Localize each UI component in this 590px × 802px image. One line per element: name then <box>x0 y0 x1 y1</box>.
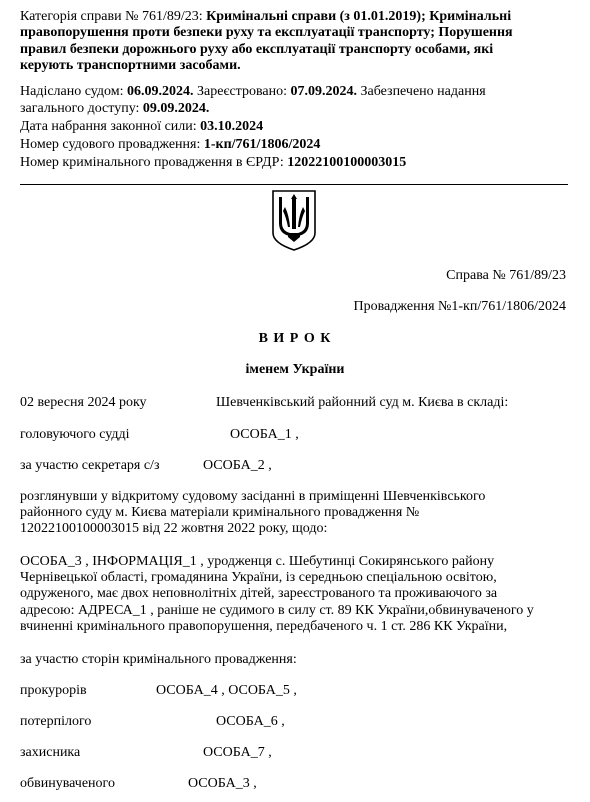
dates-line-1: Надіслано судом: 06.09.2024. Зареєстровано: 07.09.2024. Забезпечено надання <box>20 84 486 99</box>
considered-line-3: 12022100100003015 від 22 жовтня 2022 року, щодо: <box>20 521 328 536</box>
secretary-name: ОСОБА_2 , <box>203 458 272 473</box>
accused-line-1: ОСОБА_3 , ІНФОРМАЦІЯ_1 , уродженця с. Шебутинці Сокирянського району <box>20 554 495 569</box>
erdr-number-line: Номер кримінального провадження в ЄРДР: 12022100100003015 <box>20 155 407 170</box>
proceeding-number: Провадження №1-кп/761/1806/2024 <box>353 299 566 314</box>
judge-label: головуючого судді <box>20 427 130 442</box>
tryzub-emblem-icon <box>271 189 317 252</box>
considered-line-2: районного суду м. Києва матеріали кримінального провадження № <box>20 505 420 520</box>
secretary-label: за участю секретаря с/з <box>20 458 160 473</box>
accused-line-5: вчиненні кримінального правопорушення, передбаченого ч. 1 ст. 286 КК України, <box>20 619 508 634</box>
category-line-2: правопорушення проти безпеки руху та експлуатації транспорту; Порушення <box>20 25 513 40</box>
effective-date-line: Дата набрання законної сили: 03.10.2024 <box>20 119 264 134</box>
accused-name: ОСОБА_3 , <box>188 776 257 791</box>
defender-label: захисника <box>20 745 81 760</box>
verdict-date: 02 вересня 2024 року <box>20 395 147 410</box>
verdict-subtitle: іменем України <box>245 362 345 377</box>
accused-line-3: одруженого, має двох неповнолітніх дітей, зареєстрованого та проживаючого за <box>20 586 498 601</box>
verdict-title: В И Р О К <box>258 331 332 346</box>
category-line-3: правил безпеки дорожнього руху або експлуатації транспорту особами, які <box>20 42 494 57</box>
parties-intro: за участю сторін кримінального провадження: <box>20 652 297 667</box>
considered-line-1: розглянувши у відкритому судовому засіданні в приміщенні Шевченківського <box>20 489 486 504</box>
victim-label: потерпілого <box>20 714 92 729</box>
dates-line-2: загального доступу: 09.09.2024. <box>20 101 210 116</box>
defender-name: ОСОБА_7 , <box>203 745 272 760</box>
accused-line-4: адресою: АДРЕСА_1 , раніше не судимого в силу ст. 89 КК України,обвинуваченого у <box>20 603 534 618</box>
prosecutors-label: прокурорів <box>20 683 87 698</box>
case-number: Справа № 761/89/23 <box>446 268 566 283</box>
victim-name: ОСОБА_6 , <box>216 714 285 729</box>
court-name: Шевченківський районний суд м. Києва в складі: <box>216 395 509 410</box>
header-divider <box>20 184 568 185</box>
accused-label: обвинуваченого <box>20 776 115 791</box>
prosecutors-names: ОСОБА_4 , ОСОБА_5 , <box>156 683 297 698</box>
judge-name: ОСОБА_1 , <box>230 427 299 442</box>
proceeding-number-line: Номер судового провадження: 1-кп/761/1806/2024 <box>20 137 321 152</box>
category-line-4: керують транспортними засобами. <box>20 58 241 73</box>
accused-line-2: Чернівецької області, громадянина України, із середньою спеціальною освітою, <box>20 570 497 585</box>
category-line-1: Категорія справи № 761/89/23: Кримінальні справи (з 01.01.2019); Кримінальні <box>20 9 512 24</box>
